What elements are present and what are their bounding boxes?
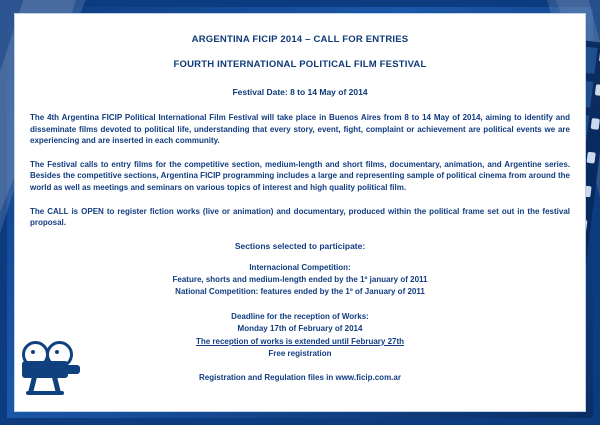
deadline-extension-note: The reception of works is extended until February 27th [195,336,405,346]
festival-date: Festival Date: 8 to 14 May of 2014 [232,87,368,97]
paragraph-open-call: The CALL is OPEN to register fiction works (live or animation) and documentary, produced within the political frame set out in the festival proposal. [30,206,570,228]
registration-footer: Registration and Regulation files in www.ficip.com.ar [199,373,401,383]
international-competition-title: Internacional Competition: [249,262,351,272]
title-block [30,34,570,70]
competition-block [30,262,570,298]
deadline-block [30,311,570,361]
poster-title-primary: ARGENTINA FICIP 2014 – CALL FOR ENTRIES [191,34,409,45]
paragraph-about-festival: The 4th Argentina FICIP Political International Film Festival will take place in Buenos Aires from 8 to 14 May of 2014, aiming to identify and disseminate films devoted to political life, understanding that every story, event, fight, complaint or achievement are political events we are experiencing and are inserted in each community. [30,113,570,146]
registration-note: Free registration [268,348,332,358]
poster-text-content [30,34,570,382]
sections-heading: Sections selected to participate: [234,240,366,251]
international-competition-detail: Feature, shorts and medium-length ended by the 1º january of 2011 [172,274,428,284]
national-competition-detail: National Competition: features ended by the 1º of January of 2011 [175,286,425,296]
deadline-date: Monday 17th of February of 2014 [237,324,363,334]
deadline-heading: Deadline for the reception of Works: [231,311,369,321]
paragraph-call-sections: The Festival calls to entry films for the competitive section, medium-length and short films, documentary, animation, and Argentine series. Besides the competitive sections, Argentina FICIP programming includes a large and representing sample of political cinema from around the world as well as meetings and seminars on various topics of interest and high quality political film. [30,159,570,192]
poster-title-secondary: FOURTH INTERNATIONAL POLITICAL FILM FESTIVAL [173,59,427,70]
